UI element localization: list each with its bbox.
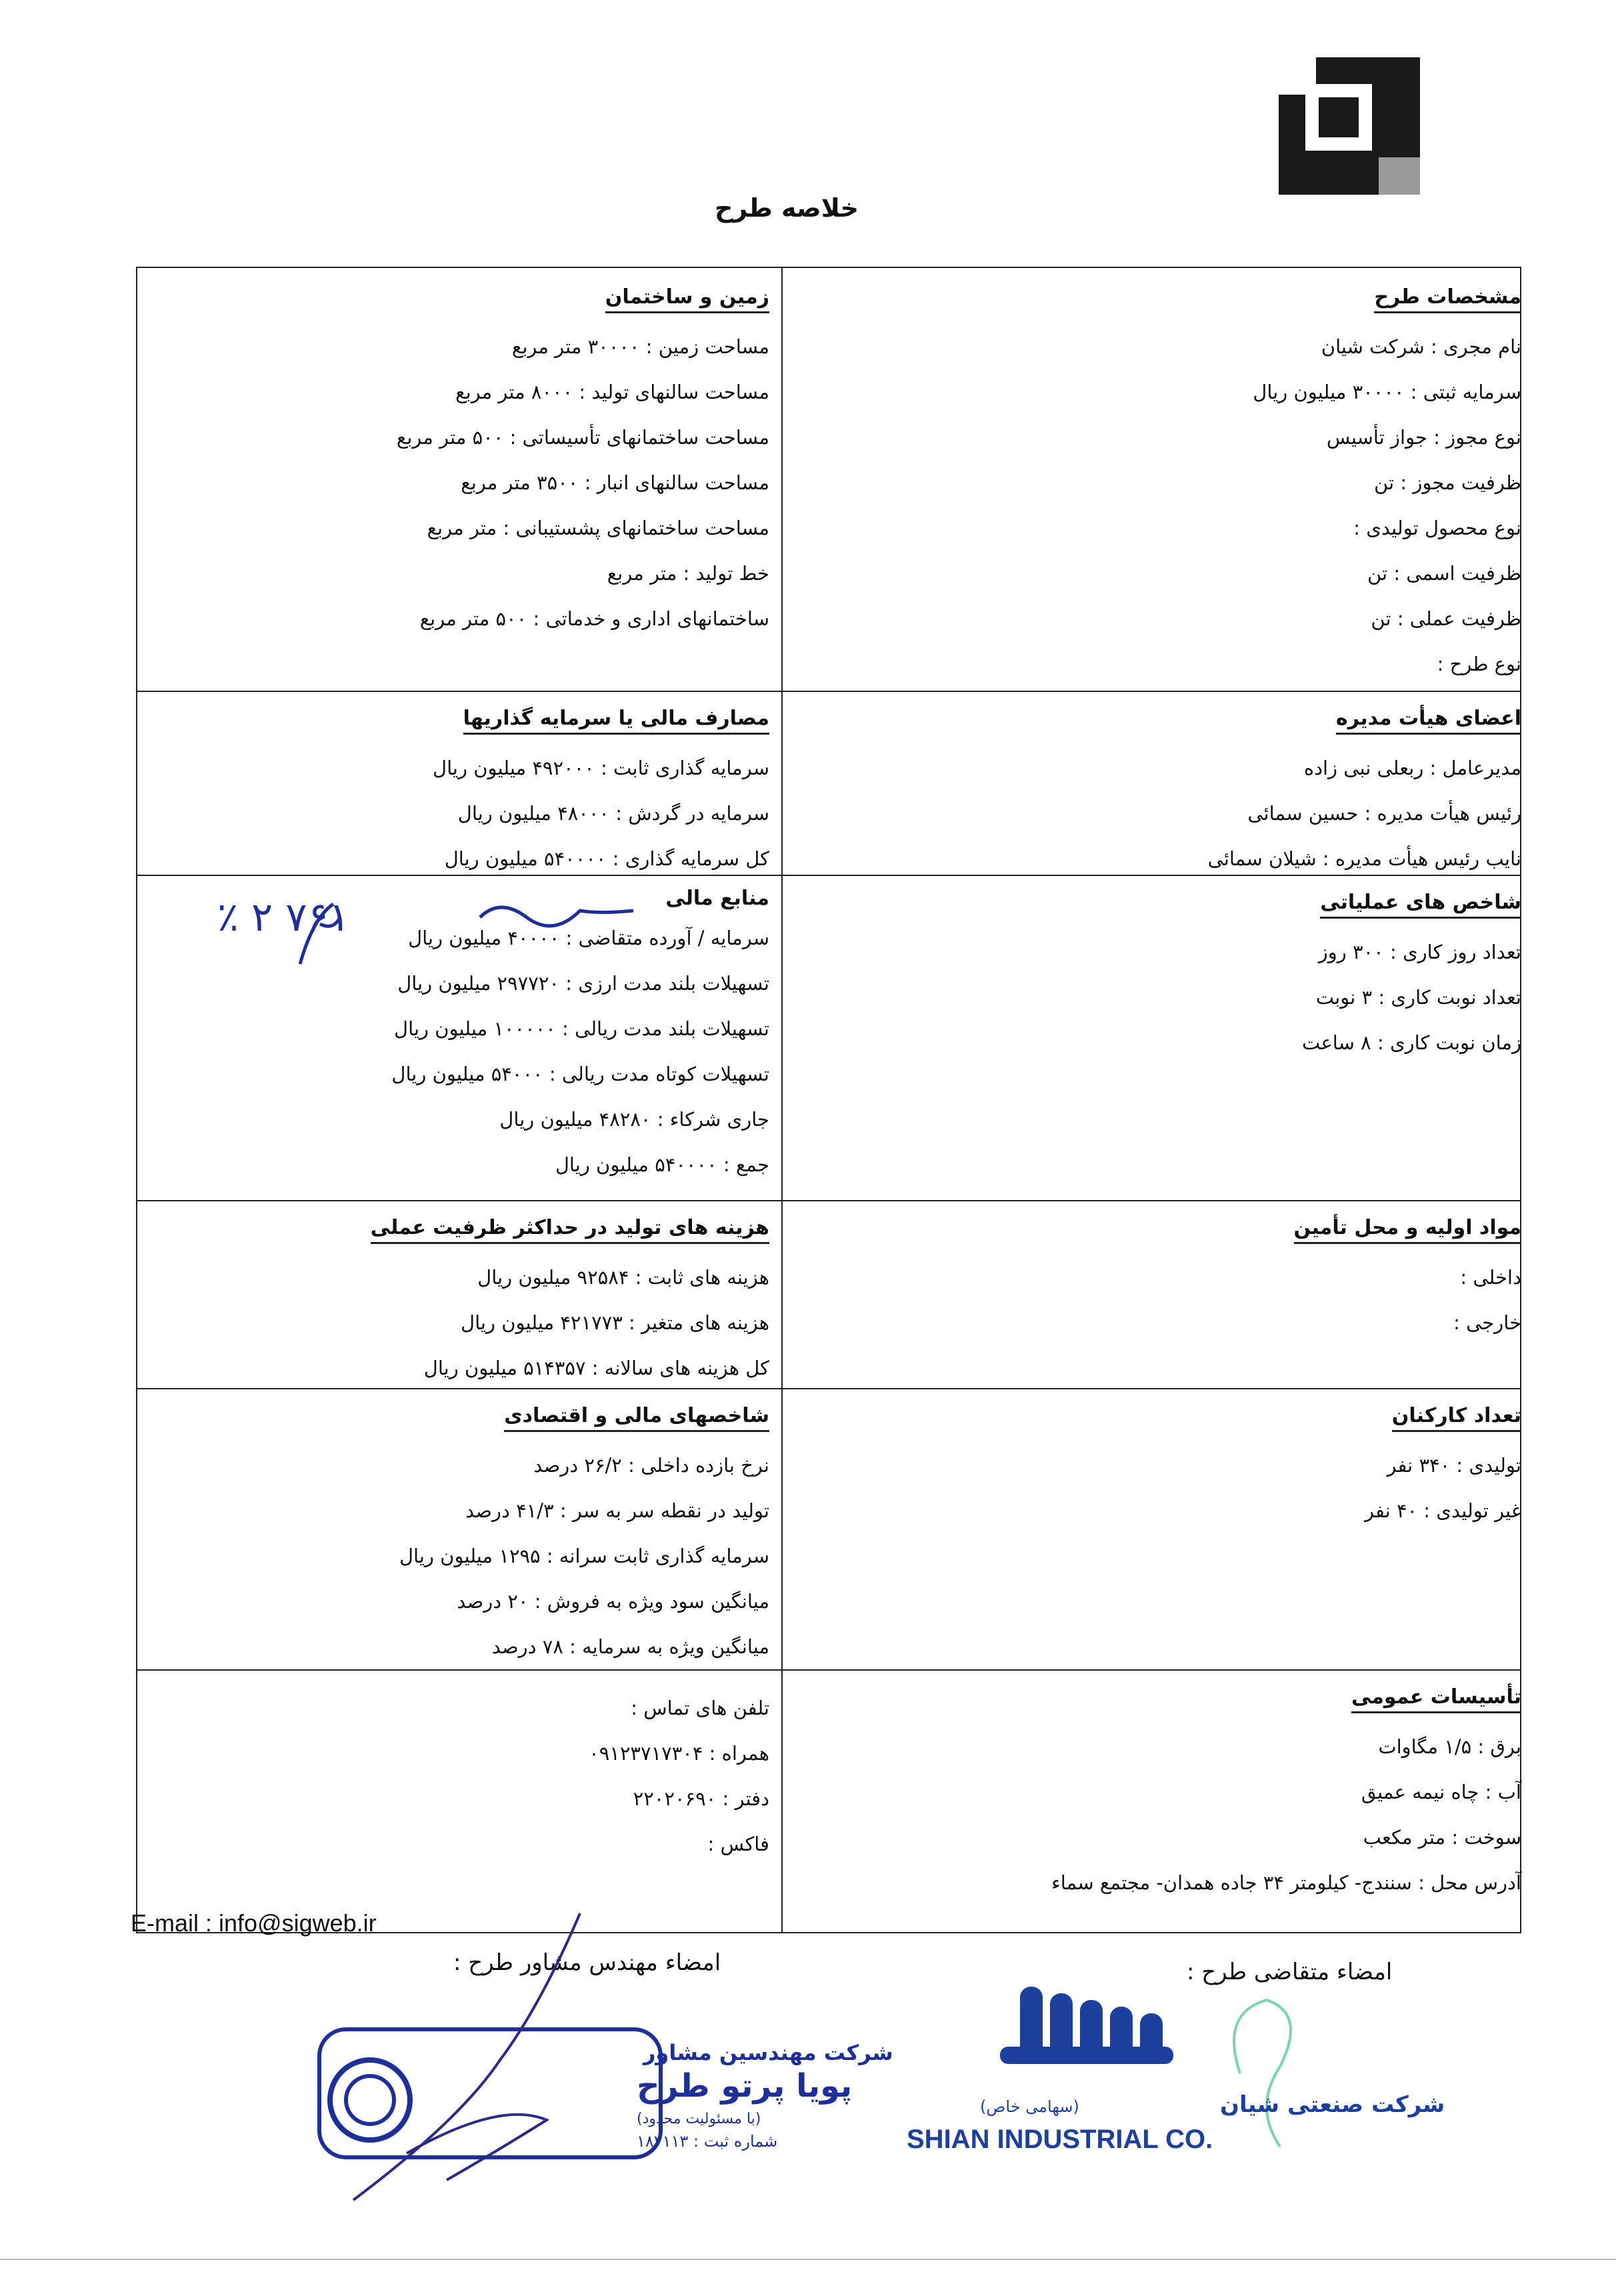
corner-logo-icon (1279, 57, 1420, 195)
material-line: داخلی : (1460, 1266, 1521, 1289)
section-heading: هزینه های تولید در حداکثر ظرفیت عملی (371, 1216, 769, 1244)
svg-text:(با مسئولیت محدود): (با مسئولیت محدود) (637, 2111, 761, 2127)
consultant-signature-label: امضاء مهندس مشاور طرح : (453, 1949, 721, 1976)
handwritten-note: ۷۶۱ ۲ ٪ (217, 894, 350, 941)
utility-line: آدرس محل : سنندج- کیلومتر ۳۴ جاده همدان- مجتمع سماء (1051, 1871, 1521, 1894)
section-heading: منابع مالی (665, 887, 769, 910)
land-line: مساحت ساختمانهای تأسیساتی : ۵۰۰ متر مربع (396, 426, 769, 449)
spec-line: نام مجری : شرکت شیان (1321, 335, 1521, 358)
section-heading: مصارف مالی یا سرمایه گذاریها (463, 707, 769, 735)
economic-line: سرمایه گذاری ثابت سرانه : ۱۲۹۵ میلیون ریال (399, 1545, 769, 1567)
consultant-signature-icon (327, 1900, 607, 2213)
spec-line: نوع محصول تولیدی : (1353, 517, 1521, 539)
spec-line: ظرفیت اسمی : تن (1367, 562, 1521, 585)
svg-text:شماره ثبت : ۱۸۲۱۱۳: شماره ثبت : ۱۸۲۱۱۳ (637, 2132, 778, 2151)
section-raw-materials (795, 1216, 1521, 1345)
investment-line: سرمایه گذاری ثابت : ۴۹۲۰۰۰ میلیون ریال (433, 757, 769, 779)
spec-line: نوع طرح : (1437, 653, 1521, 675)
source-line: تسهیلات بلند مدت ریالی : ۱۰۰۰۰۰ میلیون ریال (394, 1017, 769, 1040)
column-divider (781, 267, 783, 1933)
row-divider (136, 1669, 1521, 1671)
source-line: سرمایه / آورده متقاضی : ۴۰۰۰۰ میلیون ریال (408, 927, 769, 949)
page-title: خلاصه طرح (714, 193, 859, 223)
section-heading: تعداد کارکنان (1392, 1404, 1521, 1432)
cost-line: کل هزینه های سالانه : ۵۱۴۳۵۷ میلیون ریال (423, 1357, 769, 1379)
row-divider (136, 691, 1521, 692)
board-line: مدیرعامل : ربعلی نبی زاده (1303, 757, 1521, 779)
section-heading: مواد اولیه و محل تأمین (1294, 1216, 1521, 1244)
handwritten-annotation (217, 877, 687, 977)
section-project-specs (795, 285, 1521, 687)
section-board-members (795, 707, 1521, 881)
email-address: E-mail : info@sigweb.ir (131, 1909, 377, 1937)
source-line: جمع : ۵۴۰۰۰۰ میلیون ریال (555, 1153, 769, 1176)
material-line: خارجی : (1453, 1311, 1521, 1334)
board-line: رئیس هیأت مدیره : حسین سمائی (1247, 802, 1521, 825)
row-divider (136, 1200, 1521, 1201)
source-line: جاری شرکاء : ۴۸۲۸۰ میلیون ریال (499, 1108, 769, 1131)
contact-line: فاکس : (707, 1833, 769, 1855)
utility-line: سوخت : متر مکعب (1363, 1826, 1521, 1849)
contact-line: همراه : ۰۹۱۲۳۷۱۷۳۰۴ (589, 1742, 769, 1765)
company-logo-icon (907, 1973, 1445, 2160)
svg-text:پویا پرتو طرح: پویا پرتو طرح (637, 2067, 853, 2105)
economic-line: تولید در نقطه سر به سر : ۴۱/۳ درصد (465, 1499, 769, 1522)
section-heading: شاخص های عملیاتی (1320, 891, 1521, 919)
staff-line: غیر تولیدی : ۴۰ نفر (1364, 1499, 1521, 1522)
land-line: مساحت سالنهای تولید : ۸۰۰۰ متر مربع (455, 381, 769, 403)
land-line: مساحت زمین : ۳۰۰۰۰ متر مربع (511, 335, 769, 358)
svg-text:SHIAN INDUSTRIAL CO.: SHIAN INDUSTRIAL CO. (907, 2125, 1213, 2154)
spec-line: سرمایه ثبتی : ۳۰۰۰۰ میلیون ریال (1253, 381, 1521, 403)
spec-line: ظرفیت عملی : تن (1371, 607, 1521, 630)
source-line: تسهیلات بلند مدت ارزی : ۲۹۷۷۲۰ میلیون ریال (397, 972, 769, 995)
economic-line: نرخ بازده داخلی : ۲۶/۲ درصد (533, 1454, 769, 1477)
land-line: مساحت سالنهای انبار : ۳۵۰۰ متر مربع (461, 471, 769, 494)
economic-line: میانگین ویژه به سرمایه : ۷۸ درصد (491, 1635, 769, 1658)
cost-line: هزینه های ثابت : ۹۲۵۸۴ میلیون ریال (477, 1266, 769, 1289)
cost-line: هزینه های متغیر : ۴۲۱۷۷۳ میلیون ریال (461, 1311, 769, 1334)
operation-line: تعداد نوبت کاری : ۳ نوبت (1315, 986, 1521, 1009)
operation-line: تعداد روز کاری : ۳۰۰ روز (1318, 941, 1521, 963)
section-financial-uses (96, 707, 769, 881)
economic-line: میانگین سود ویژه به فروش : ۲۰ درصد (457, 1590, 769, 1613)
spec-line: نوع مجوز : جواز تأسیس (1326, 426, 1521, 449)
spec-line: ظرفیت مجوز : تن (1374, 471, 1521, 494)
section-utilities (795, 1685, 1521, 1905)
land-line: خط تولید : متر مربع (607, 562, 769, 585)
contact-line: دفتر : ۲۲۰۲۰۶۹۰ (633, 1787, 769, 1810)
staff-line: تولیدی : ۳۴۰ نفر (1387, 1454, 1521, 1477)
investment-line: کل سرمایه گذاری : ۵۴۰۰۰۰ میلیون ریال (444, 847, 769, 870)
section-heading: اعضای هیأت مدیره (1336, 707, 1521, 735)
page-bottom-edge (0, 2259, 1616, 2260)
utility-line: آب : چاه نیمه عمیق (1361, 1781, 1521, 1803)
section-heading: شاخصهای مالی و اقتصادی (504, 1404, 769, 1432)
svg-text:شرکت صنعتی شیان: شرکت صنعتی شیان (1220, 2091, 1445, 2118)
svg-text:شرکت مهندسین مشاور: شرکت مهندسین مشاور (643, 2040, 893, 2065)
section-land-and-building (96, 285, 769, 641)
section-heading: زمین و ساختمان (605, 285, 769, 313)
land-line: مساحت ساختمانهای پشستیبانی : متر مربع (427, 517, 769, 539)
source-line: تسهیلات کوتاه مدت ریالی : ۵۴۰۰۰ میلیون ریال (391, 1063, 769, 1085)
section-contact-info (96, 1685, 769, 1867)
section-production-costs (96, 1216, 769, 1391)
section-economic-indicators (96, 1404, 769, 1669)
section-heading: تأسیسات عمومی (1351, 1685, 1521, 1713)
section-operational-indicators (795, 891, 1521, 1065)
section-staff-count (795, 1404, 1521, 1533)
board-line: نایب رئیس هیأت مدیره : شیلان سمائی (1207, 847, 1521, 870)
operation-line: زمان نوبت کاری : ۸ ساعت (1302, 1031, 1521, 1054)
land-line: ساختمانهای اداری و خدماتی : ۵۰۰ متر مربع (419, 607, 769, 630)
investment-line: سرمایه در گردش : ۴۸۰۰۰ میلیون ریال (457, 802, 769, 825)
section-heading: مشخصات طرح (1374, 285, 1521, 313)
utility-line: برق : ۱/۵ مگاوات (1378, 1735, 1521, 1758)
contact-line: تلفن های تماس : (631, 1697, 769, 1719)
svg-text:(سهامی خاص): (سهامی خاص) (980, 2097, 1079, 2116)
applicant-signature-label: امضاء متقاضی طرح : (1187, 1959, 1393, 1985)
